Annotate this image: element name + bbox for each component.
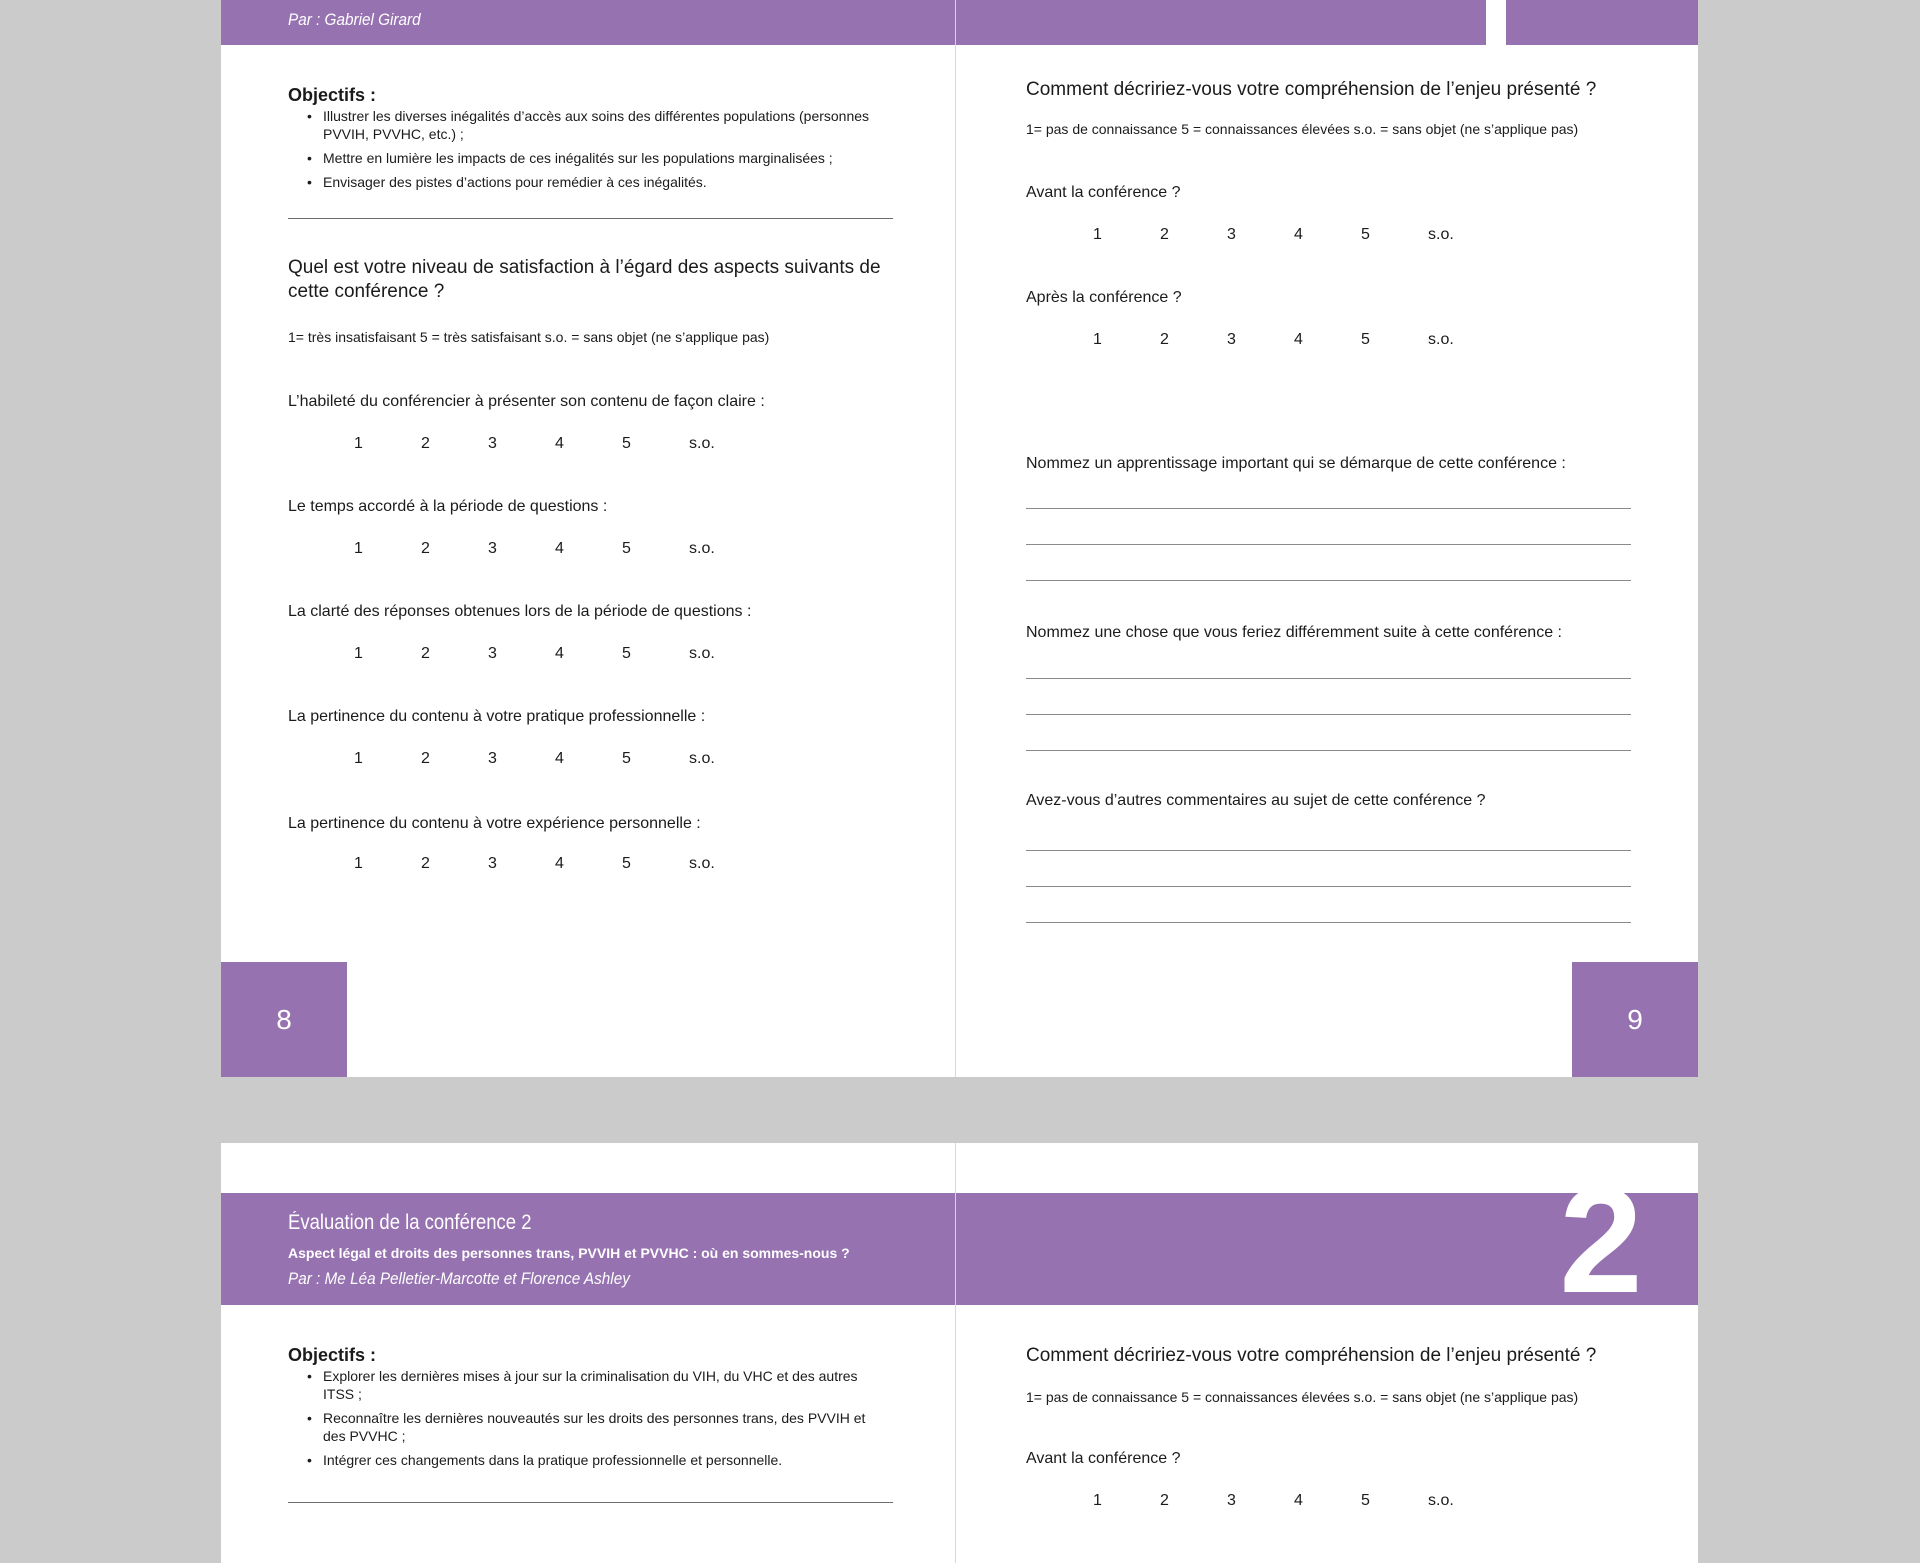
header-subtitle: Aspect légal et droits des personnes trans, PVVIH et PVVHC : où en sommes-nous ?: [288, 1245, 850, 1261]
rating-scale: [354, 855, 756, 873]
objectives-list: [288, 1367, 883, 1475]
understanding-legend: 1= pas de connaissance 5 = connaissances élevées s.o. = sans objet (ne s’applique pas): [1026, 121, 1579, 137]
rating-option[interactable]: 1: [354, 435, 363, 452]
satisfaction-item-label: La pertinence du contenu à votre expérience personnelle :: [288, 815, 701, 832]
rating-option[interactable]: s.o.: [1428, 331, 1454, 348]
satisfaction-item-label: L’habileté du conférencier à présenter son contenu de façon claire :: [288, 393, 765, 410]
objectives-list: [288, 107, 883, 197]
rating-option[interactable]: 1: [1093, 1492, 1102, 1509]
rating-option[interactable]: 2: [1160, 331, 1169, 348]
rating-scale: [354, 540, 756, 558]
objective-item: • Explorer les dernières mises à jour sur la criminalisation du VIH, du VHC et des autres ITSS ;: [323, 1367, 883, 1403]
rating-option[interactable]: 2: [421, 540, 430, 557]
rating-option[interactable]: 4: [555, 435, 564, 452]
objectives-title: Objectifs :: [288, 1345, 377, 1365]
answer-line[interactable]: [1026, 886, 1631, 887]
rating-option[interactable]: 5: [622, 540, 631, 557]
answer-line[interactable]: [1026, 714, 1631, 715]
rating-scale: [354, 750, 756, 768]
rating-option[interactable]: 5: [622, 435, 631, 452]
rating-option[interactable]: 5: [622, 855, 631, 872]
page-number-label: 9: [1627, 1003, 1643, 1035]
rating-option[interactable]: 2: [1160, 1492, 1169, 1509]
satisfaction-legend: 1= très insatisfaisant 5 = très satisfaisant s.o. = sans objet (ne s’applique pas): [288, 329, 770, 345]
header-author: Par : Me Léa Pelletier-Marcotte et Florence Ashley: [288, 1269, 630, 1288]
rating-option[interactable]: 5: [1361, 331, 1370, 348]
rating-option[interactable]: s.o.: [689, 435, 715, 452]
objective-item: • Reconnaître les dernières nouveautés sur les droits des personnes trans, des PVVIH et des PVVHC ;: [323, 1409, 883, 1445]
answer-line[interactable]: [1026, 750, 1631, 751]
rating-option[interactable]: 5: [622, 750, 631, 767]
header-title: Évaluation de la conférence 2: [288, 1211, 532, 1234]
understanding-title: Comment décririez-vous votre compréhension de l’enjeu présenté ?: [1026, 1345, 1597, 1366]
satisfaction-item-label: La clarté des réponses obtenues lors de la période de questions :: [288, 603, 752, 620]
answer-line[interactable]: [1026, 678, 1631, 679]
understanding-legend: 1= pas de connaissance 5 = connaissances élevées s.o. = sans objet (ne s’applique pas): [1026, 1389, 1579, 1405]
satisfaction-item-label: Le temps accordé à la période de questions :: [288, 498, 608, 515]
objective-item: • Illustrer les diverses inégalités d’accès aux soins des différentes populations (personnes PVVIH, PVVHC, etc.) ;: [323, 107, 883, 143]
open-question-3: Avez-vous d’autres commentaires au sujet de cette conférence ?: [1026, 792, 1486, 809]
rating-option[interactable]: 4: [1294, 226, 1303, 243]
section-divider: [288, 1502, 893, 1503]
big-number-fragment: [1486, 0, 1506, 45]
objective-item: • Mettre en lumière les impacts de ces inégalités sur les populations marginalisées ;: [323, 149, 883, 167]
open-question-1: Nommez un apprentissage important qui se démarque de cette conférence :: [1026, 455, 1566, 472]
right-header-band: [956, 0, 1698, 45]
rating-option[interactable]: 5: [1361, 1492, 1370, 1509]
rating-option[interactable]: s.o.: [689, 855, 715, 872]
left-header-band: [221, 0, 955, 45]
objectives-title: Objectifs :: [288, 85, 377, 105]
rating-option[interactable]: 4: [555, 855, 564, 872]
rating-option[interactable]: 1: [1093, 226, 1102, 243]
rating-option[interactable]: 4: [1294, 1492, 1303, 1509]
answer-line[interactable]: [1026, 580, 1631, 581]
objective-item: • Intégrer ces changements dans la pratique professionnelle et personnelle.: [323, 1451, 883, 1469]
page-number-label: 8: [276, 1003, 292, 1035]
rating-option[interactable]: 2: [421, 435, 430, 452]
rating-scale-before: [1093, 1492, 1495, 1510]
rating-option[interactable]: 4: [555, 540, 564, 557]
rating-option[interactable]: 5: [622, 645, 631, 662]
rating-option[interactable]: 4: [555, 750, 564, 767]
conference-number: 2: [1559, 1156, 1643, 1324]
understanding-title: Comment décririez-vous votre compréhension de l’enjeu présenté ?: [1026, 79, 1597, 100]
open-question-2: Nommez une chose que vous feriez différemment suite à cette conférence :: [1026, 624, 1562, 641]
rating-scale: [354, 435, 756, 453]
satisfaction-item-label: La pertinence du contenu à votre pratique professionnelle :: [288, 708, 706, 725]
rating-option[interactable]: 2: [421, 750, 430, 767]
page-gutter: [955, 0, 956, 1077]
rating-option[interactable]: s.o.: [1428, 226, 1454, 243]
rating-option[interactable]: 5: [1361, 226, 1370, 243]
before-label: Avant la conférence ?: [1026, 1450, 1181, 1467]
rating-option[interactable]: 2: [421, 855, 430, 872]
answer-line[interactable]: [1026, 544, 1631, 545]
header-author: Par : Gabriel Girard: [288, 10, 421, 29]
rating-option[interactable]: 3: [1227, 1492, 1236, 1509]
answer-line[interactable]: [1026, 850, 1631, 851]
section-divider: [288, 218, 893, 219]
after-label: Après la conférence ?: [1026, 289, 1182, 306]
rating-option[interactable]: 1: [354, 855, 363, 872]
rating-option[interactable]: s.o.: [689, 645, 715, 662]
rating-option[interactable]: 1: [354, 750, 363, 767]
answer-line[interactable]: [1026, 508, 1631, 509]
rating-option[interactable]: 1: [354, 540, 363, 557]
satisfaction-title: Quel est votre niveau de satisfaction à l’égard des aspects suivants de cette conférence ?: [288, 257, 881, 302]
page-number-9: [1572, 962, 1698, 1077]
rating-option[interactable]: 3: [488, 750, 497, 767]
rating-option[interactable]: 4: [555, 645, 564, 662]
rating-option[interactable]: 2: [1160, 226, 1169, 243]
answer-line[interactable]: [1026, 922, 1631, 923]
rating-option[interactable]: s.o.: [689, 750, 715, 767]
left-header-band: [221, 1193, 955, 1305]
rating-option[interactable]: 3: [488, 645, 497, 662]
page-spread-10-11: [221, 1143, 1698, 1563]
rating-option[interactable]: s.o.: [1428, 1492, 1454, 1509]
rating-option[interactable]: 3: [488, 540, 497, 557]
rating-option[interactable]: 1: [1093, 331, 1102, 348]
rating-option[interactable]: 2: [421, 645, 430, 662]
before-label: Avant la conférence ?: [1026, 184, 1181, 201]
rating-option[interactable]: 3: [488, 435, 497, 452]
page-number-8: [221, 962, 347, 1077]
rating-option[interactable]: s.o.: [689, 540, 715, 557]
rating-scale-before: [1093, 226, 1495, 244]
rating-option[interactable]: 1: [354, 645, 363, 662]
rating-scale-after: [1093, 331, 1495, 349]
rating-scale: [354, 645, 756, 663]
rating-option[interactable]: 3: [1227, 226, 1236, 243]
rating-option[interactable]: 4: [1294, 331, 1303, 348]
rating-option[interactable]: 3: [488, 855, 497, 872]
rating-option[interactable]: 3: [1227, 331, 1236, 348]
objective-item: • Envisager des pistes d’actions pour remédier à ces inégalités.: [323, 173, 883, 191]
page-spread-8-9: [221, 0, 1698, 1077]
